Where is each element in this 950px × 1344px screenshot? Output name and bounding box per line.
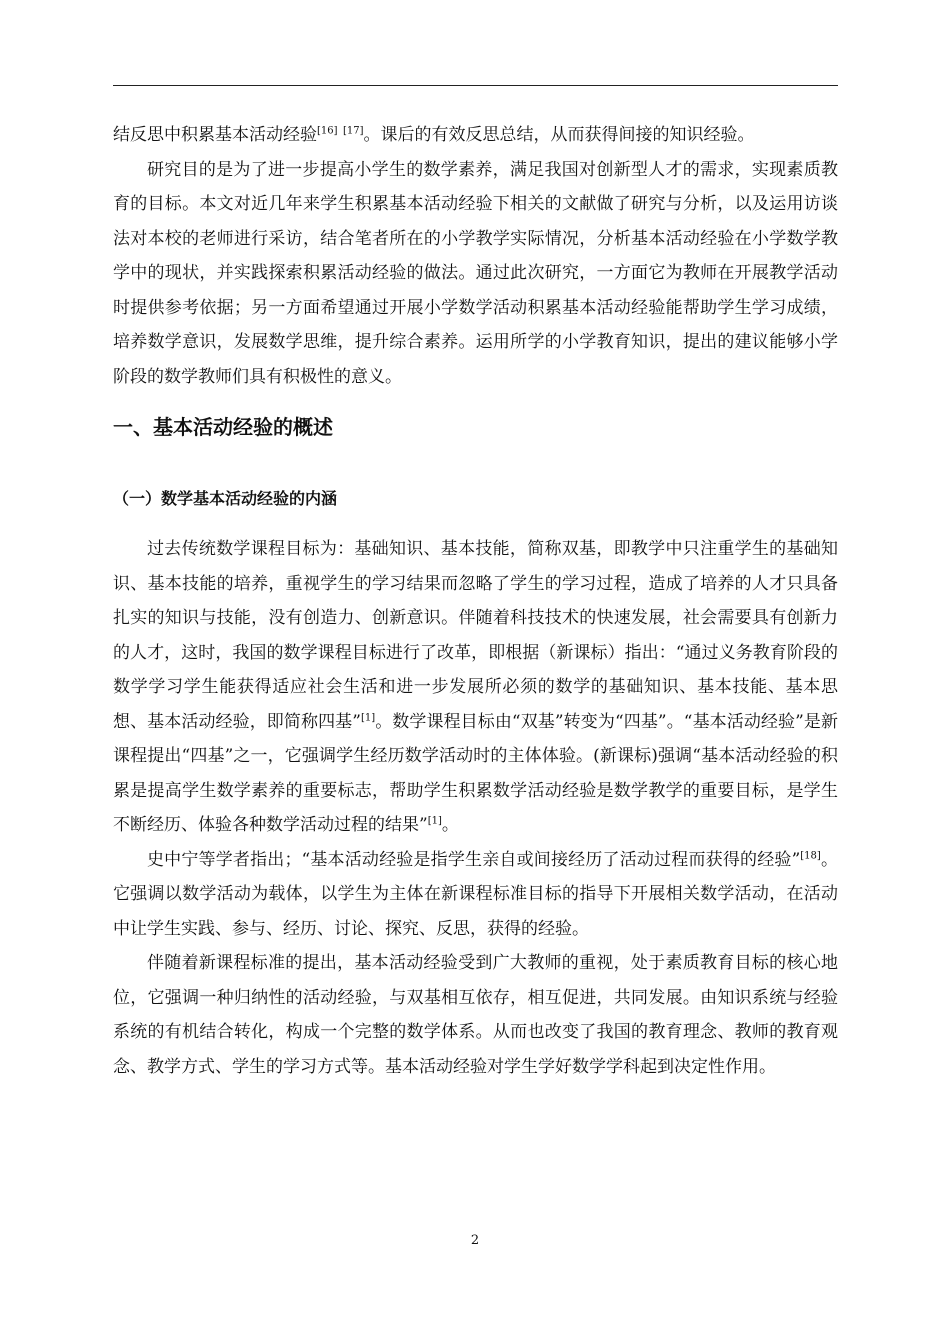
paragraph-continuation [113, 118, 838, 153]
header-rule [113, 85, 838, 86]
paragraph-text: 过去传统数学课程目标为：基础知识、基本技能，简称双基，即教学中只注重学生的基础知识、基本技能的培养，重视学生的学习结果而忽略了学生的学习过程，造成了培养的人才只具备扎实的知识与技能，没有创造力、创新意识。伴随着科技技术的快速发展，社会需要具有创新力的人才，这时，我国的数学课程目标进行了改革，即根据（新课标）指出：“通过义务教育阶段的数学学习学生能获得适应社会生活和进一步发展所必须的数学的基础知识、基本技能、基本思想、基本活动经验，即简称四基” [113, 539, 838, 732]
paragraph-definition [113, 843, 838, 947]
paragraph-text: 。数学课程目标由“双基”转变为“四基”。“基本活动经验”是新课程提出“四基”之一，它强调学生经历数学活动时的主体体验。(新课标)强调“基本活动经验的积累是提高学生数学素养的重要标志，帮助学生积累数学活动经验是数学教学的重要目标，是学生不断经历、体验各种数学活动过程的结果” [113, 711, 838, 835]
subsection-heading: （一）数学基本活动经验的内涵 [113, 489, 338, 508]
paragraph-course-goals [113, 532, 838, 843]
paragraph-text: 。课后的有效反思总结，从而获得间接的知识经验。 [363, 125, 755, 145]
citation-marker: [18] [800, 849, 821, 861]
paragraph-text: 。它强调以数学活动为载体，以学生为主体在新课程标准目标的指导下开展相关数学活动，在活动中让学生实践、参与、经历、讨论、探究、反思，获得的经验。 [113, 849, 838, 939]
citation-marker: [1] [360, 711, 376, 723]
paragraph-text: 史中宁等学者指出；“基本活动经验是指学生亲自或间接经历了活动过程而获得的经验” [147, 849, 801, 870]
citation-marker: [17] [342, 125, 364, 137]
citation-marker: [16] [317, 125, 338, 137]
paragraph-research-purpose: 研究目的是为了进一步提高小学生的数学素养，满足我国对创新型人才的需求，实现素质教育的目标。本文对近几年来学生积累基本活动经验下相关的文献做了研究与分析，以及运用访谈法对本校的老师进行采访，结合笔者所在的小学教学实际情况，分析基本活动经验在小学数学教学中的现状，并实践探索积累活动经验的做法。通过此次研究，一方面它为教师在开展教学活动时提供参考依据；另一方面希望通过开展小学数学活动积累基本活动经验能帮助学生学习成绩，培养数学意识，发展数学思维，提升综合素养。运用所学的小学教育知识，提出的建议能够小学阶段的数学教师们具有积极性的意义。 [113, 159, 838, 387]
paragraph-text: 。 [441, 815, 459, 835]
paragraph-significance: 伴随着新课程标准的提出，基本活动经验受到广大教师的重视，处于素质教育目标的核心地位，它强调一种归纳性的活动经验，与双基相互依存，相互促进，共同发展。由知识系统与经验系统的有机结合转化，构成一个完整的数学体系。从而也改变了我国的教育理念、教师的教育观念、教学方式、学生的学习方式等。基本活动经验对学生学好数学学科起到决定性作用。 [113, 953, 838, 1077]
paragraph-text: 结反思中积累基本活动经验 [113, 125, 317, 145]
citation-marker: [1] [427, 815, 442, 827]
page-number: 2 [470, 1233, 480, 1248]
section-heading: 一、基本活动经验的概述 [113, 415, 333, 439]
page-content [113, 118, 838, 1084]
